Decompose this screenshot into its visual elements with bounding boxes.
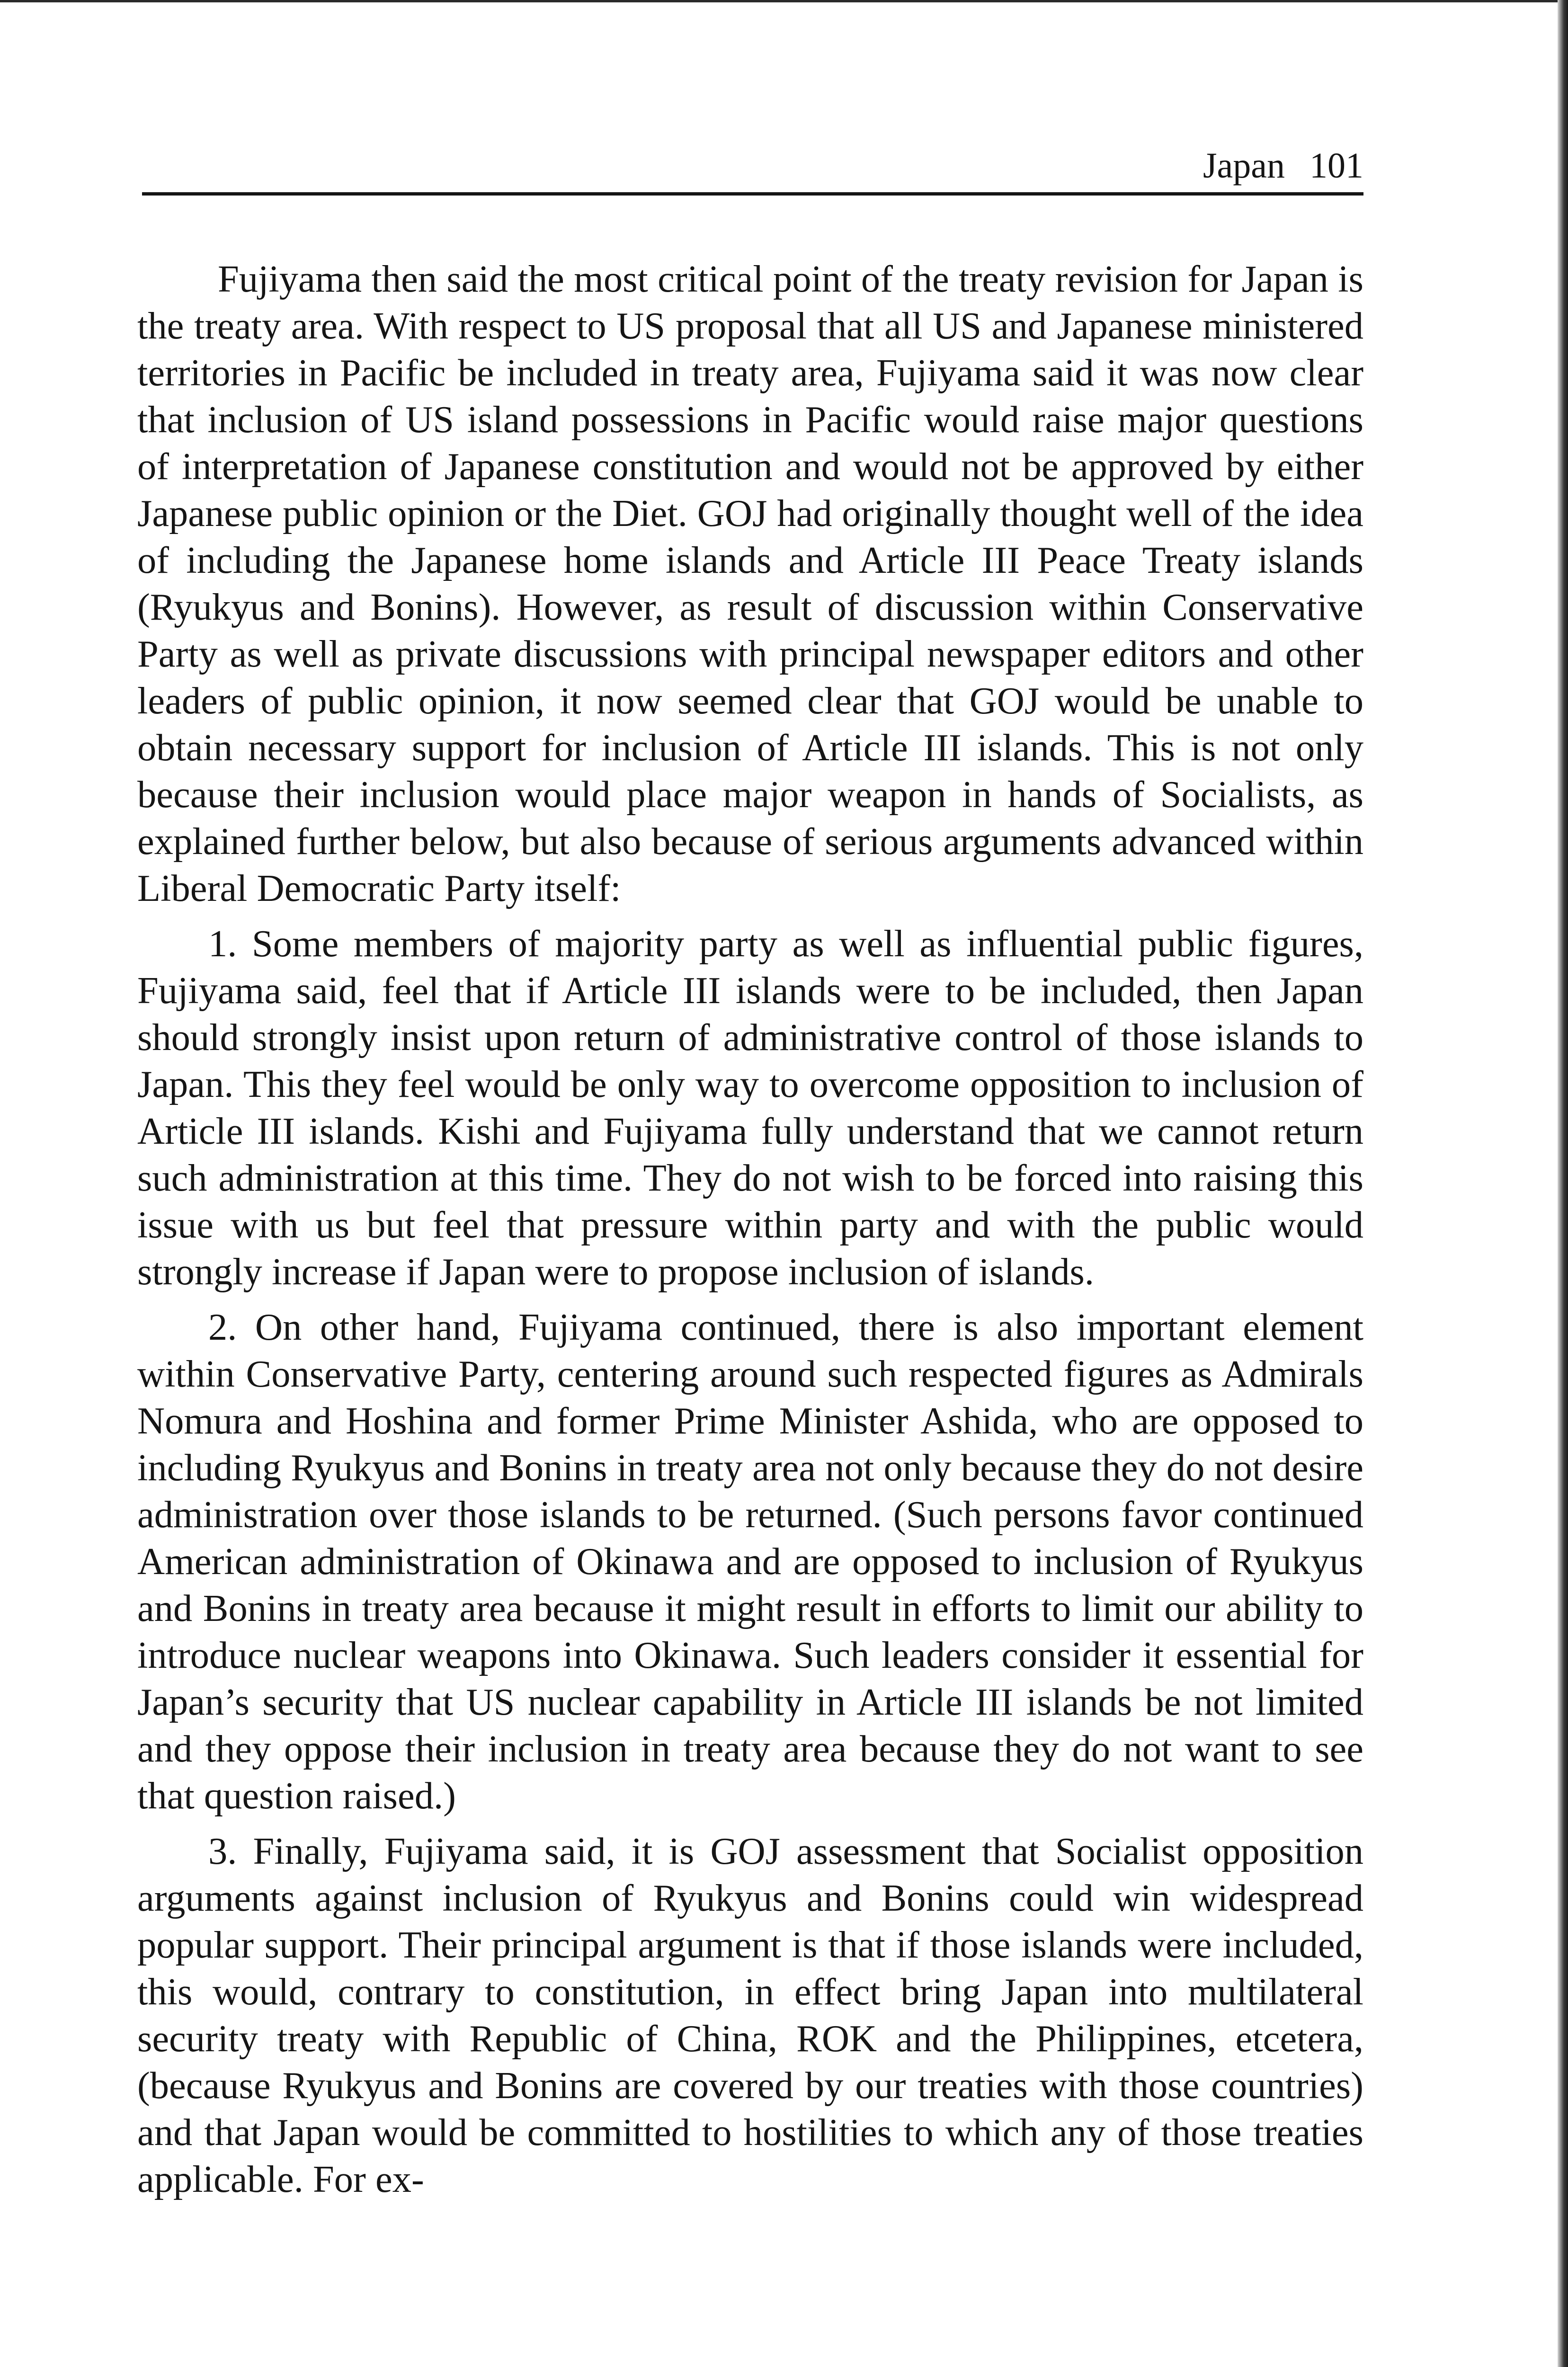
page-number: 101	[1310, 146, 1363, 186]
running-head-text	[1203, 142, 1363, 189]
body-text	[137, 256, 1363, 2211]
scan-binding-edge	[1558, 0, 1568, 2367]
paragraph-point-2: 2. On other hand, Fujiyama continued, there is also important element within Conservative Party, centering around such respected figures as Admirals Nomura and Hoshina and former Prime Minister Ashida, who are opposed to including Ryukyus and Bonins in treaty area not only because they do not desire administration over those islands to be returned. (Such persons favor continued American administration of Okinawa and are opposed to inclusion of Ryukyus and Bonins in treaty area because it might result in efforts to limit our ability to introduce nuclear weapons into Okinawa. Such leaders consider it essential for Japan’s security that US nuclear capability in Article III islands be not limited and they oppose their inclusion in treaty area because they do not want to see that question raised.)	[137, 1306, 1363, 1817]
paragraph-intro: Fujiyama then said the most critical point of the treaty revision for Japan is the treaty area. With respect to US proposal that all US and Japanese ministered territories in Pacific be included in treaty area, Fujiyama said it was now clear that inclusion of US island possessions in Pacific would raise major questions of interpretation of Japanese constitution and would not be approved by either Japanese public opinion or the Diet. GOJ had originally thought well of the idea of including the Japanese home islands and Article III Peace Treaty islands (Ryukyus and Bonins). However, as result of discussion within Conservative Party as well as private discussions with principal newspaper editors and other leaders of public opinion, it now seemed clear that GOJ would be unable to obtain necessary support for inclusion of Article III islands. This is not only because their inclusion would place major weapon in hands of Socialists, as explained further below, but also because of serious arguments advanced within Liberal Democratic Party itself:	[137, 258, 1363, 909]
running-head	[142, 142, 1363, 199]
scan-top-edge	[0, 0, 1568, 2]
paragraph-point-1: 1. Some members of majority party as well as influential public figures, Fujiyama said, feel that if Article III islands were to be included, then Japan should strongly insist upon return of administrative control of those islands to Japan. This they feel would be only way to overcome opposition to inclusion of Article III islands. Kishi and Fujiyama fully understand that we cannot return such administration at this time. They do not wish to be forced into raising this issue with us but feel that pressure within party and with the public would strongly increase if Japan were to propose inclusion of islands.	[137, 923, 1363, 1293]
header-rule	[142, 192, 1363, 196]
section-title: Japan	[1203, 146, 1285, 186]
paragraph-point-3: 3. Finally, Fujiyama said, it is GOJ assessment that Socialist opposition arguments against inclusion of Ryukyus and Bonins could win widespread popular support. Their principal argument is that if those islands were included, this would, contrary to constitution, in effect bring Japan into multilateral security treaty with Republic of China, ROK and the Philippines, etcetera, (because Ryukyus and Bonins are covered by our treaties with those countries) and that Japan would be committed to hostilities to which any of those treaties applicable. For ex-	[137, 1830, 1363, 2200]
